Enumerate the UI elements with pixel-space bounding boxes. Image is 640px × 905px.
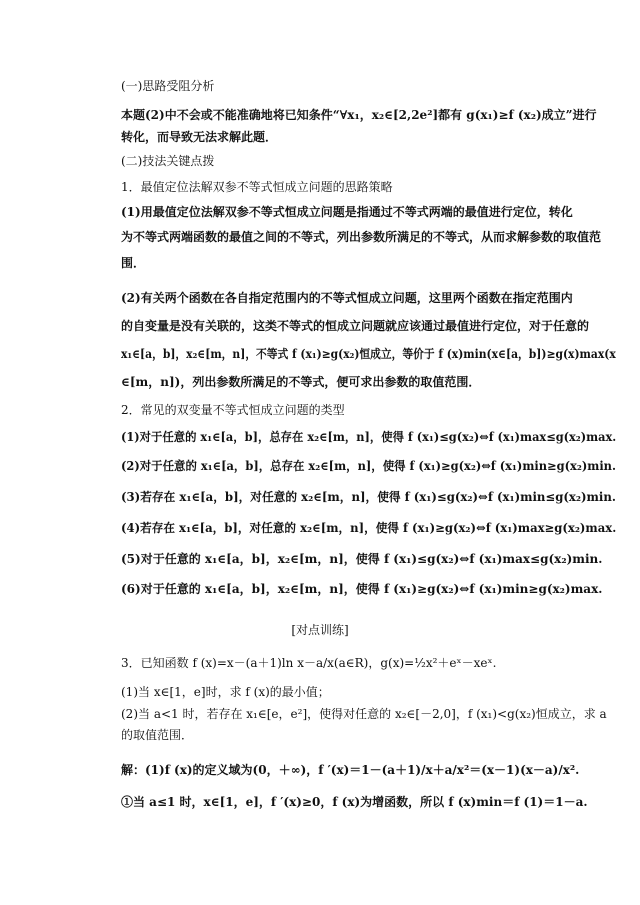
paragraph-line: (2)有关两个函数在各自指定范围内的不等式恒成立问题，这里两个函数在指定范围内	[121, 291, 573, 305]
list-item: (3)若存在 x₁∈[a，b]，对任意的 x₂∈[m，n]，使得 f (x₁)≤g(x₂)⇔f (x₁)min≤g(x₂)min.	[121, 490, 616, 504]
problem-part: 的取值范围．	[121, 728, 194, 742]
section-heading: (一)思路受阻分析	[121, 79, 215, 93]
solution-line: 解：(1)f (x)的定义域为(0，＋∞)，f ′(x)＝1－(a＋1)/x＋a/x²＝(x－1)(x－a)/x².	[121, 763, 580, 777]
solution-line: ①当 a≤1 时，x∈[1，e]，f ′(x)≥0，f (x)为增函数，所以 f (x)min＝f (1)＝1－a.	[121, 795, 588, 809]
section-heading: (二)技法关键点拨	[121, 154, 215, 168]
problem-part: (1)当 x∈[1，e]时，求 f (x)的最小值；	[121, 685, 330, 699]
paragraph-line: ∈[m，n])，列出参数所满足的不等式，便可求出参数的取值范围．	[121, 375, 481, 389]
exercise-heading: [对点训练]	[291, 623, 349, 637]
paragraph-line: 转化，而导致无法求解此题．	[121, 130, 278, 144]
paragraph-line: (1)用最值定位法解双参不等式恒成立问题是指通过不等式两端的最值进行定位，转化	[121, 205, 573, 219]
paragraph-line: 为不等式两端函数的最值之间的不等式，列出参数所满足的不等式，从而求解参数的取值范	[121, 230, 602, 244]
paragraph-line: 的自变量是没有关联的，这类不等式的恒成立问题就应该通过最值进行定位，对于任意的	[121, 319, 590, 333]
problem-statement: 3．已知函数 f (x)=x－(a＋1)ln x－a/x(a∈R)，g(x)=½x²＋eˣ－xeˣ.	[121, 656, 497, 670]
list-item: (1)对于任意的 x₁∈[a，b]，总存在 x₂∈[m，n]，使得 f (x₁)≤g(x₂)⇔f (x₁)max≤g(x₂)max.	[121, 430, 617, 444]
paragraph-line: 围．	[121, 256, 146, 270]
list-item: (2)对于任意的 x₁∈[a，b]，总存在 x₂∈[m，n]，使得 f (x₁)≥g(x₂)⇔f (x₁)min≥g(x₂)min.	[121, 459, 616, 473]
list-item: (4)若存在 x₁∈[a，b]，对任意的 x₂∈[m，n]，使得 f (x₁)≥g(x₂)⇔f (x₁)max≥g(x₂)max.	[121, 521, 617, 535]
list-item: (5)对于任意的 x₁∈[a，b]，x₂∈[m，n]，使得 f (x₁)≤g(x₂)⇔f (x₁)max≤g(x₂)min.	[121, 552, 603, 566]
paragraph-line: 本题(2)中不会或不能准确地将已知条件“∀x₁，x₂∈[2,2e²]都有 g(x₁)≥f (x₂)成立”进行	[121, 108, 597, 122]
problem-part: (2)当 a<1 时，若存在 x₁∈[e，e²]，使得对任意的 x₂∈[－2,0]，f (x₁)<g(x₂)恒成立，求 a	[121, 707, 607, 721]
subheading: 1．最值定位法解双参不等式恒成立问题的思路策略	[121, 180, 393, 194]
subheading: 2．常见的双变量不等式恒成立问题的类型	[121, 403, 345, 417]
list-item: (6)对于任意的 x₁∈[a，b]，x₂∈[m，n]，使得 f (x₁)≥g(x₂)⇔f (x₁)min≥g(x₂)max.	[121, 582, 603, 596]
paragraph-line: x₁∈[a，b]，x₂∈[m，n]，不等式 f (x₁)≥g(x₂)恒成立，等价于 f (x)min(x∈[a，b])≥g(x)max(x	[121, 347, 616, 361]
